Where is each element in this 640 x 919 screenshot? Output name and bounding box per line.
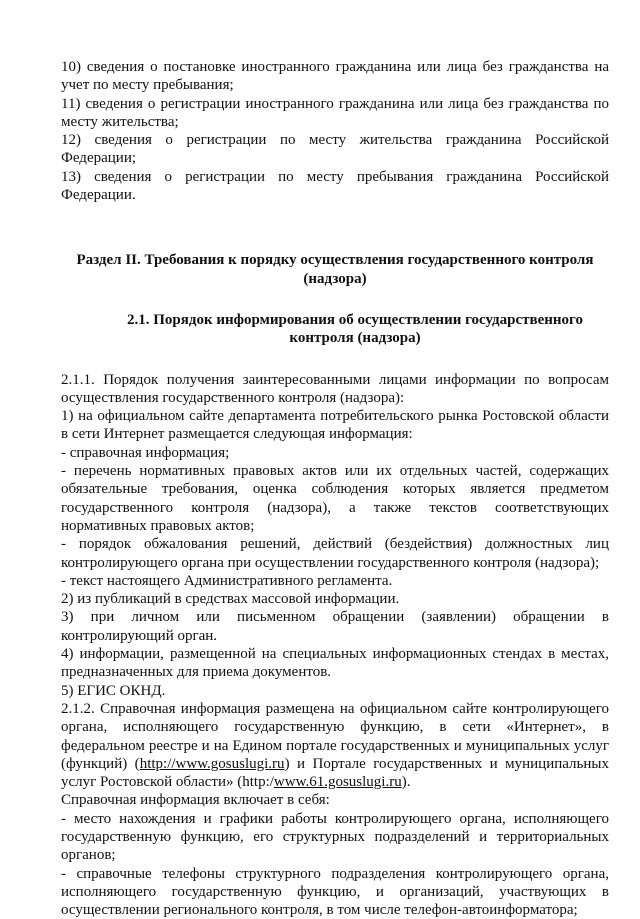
list-item: 11) сведения о регистрации иностранного гражданина или лица без гражданства по месту жительства;: [61, 95, 609, 130]
subsection-title: 2.1. Порядок информирования об осуществлении государственного контроля (надзора): [127, 311, 583, 347]
paragraph: 4) информации, размещенной на специальных информационных стендах в местах, предназначенных для приема документов.: [61, 646, 609, 681]
paragraph: 5) ЕГИС ОКНД.: [61, 682, 166, 699]
list-item: 12) сведения о регистрации по месту жительства гражданина Российской Федерации;: [61, 132, 609, 167]
paragraph: - справочная информация;: [61, 444, 230, 461]
paragraph-text: 2.1.2. Справочная информация размещена на официальном сайте контролирующего органа, исполняющего государственную функцию, в сети «Интернет», в федеральном реестре и на Едином портале государственных и муниципальных услуг (функций) (: [61, 700, 609, 772]
paragraph: 2) из публикаций в средствах массовой информации.: [61, 591, 400, 608]
section-title: Раздел II. Требования к порядку осуществления государственного контроля (надзора): [76, 252, 594, 287]
paragraph: 1) на официальном сайте департамента потребительского рынка Ростовской области в сети Интернет размещается следующая информация:: [61, 408, 609, 443]
paragraph: Справочная информация включает в себя:: [61, 792, 330, 809]
paragraph-text: ).: [401, 774, 411, 791]
spacer: [61, 204, 609, 251]
paragraph: - перечень нормативных правовых актов или их отдельных частей, содержащих обязательные требования, оценка соблюдения которых является предметом государственного контроля (надзора), а также текстов соответствующих нормативных правовых актов;: [61, 463, 609, 534]
paragraph-text: ) и Портале государственных и муниципальных услуг Ростовской области» (http:/: [61, 755, 609, 791]
list-item: 13) сведения о регистрации по месту пребывания гражданина Российской Федерации.: [61, 168, 609, 204]
gosuslugi-61-link[interactable]: www.61.gosuslugi.ru: [273, 774, 402, 791]
gosuslugi-link[interactable]: http://www.gosuslugi.ru: [139, 755, 285, 772]
spacer: [61, 348, 609, 371]
paragraph: 2.1.1. Порядок получения заинтересованными лицами информации по вопросам осуществления государственного контроля (надзора):: [61, 371, 609, 406]
document-page: [61, 58, 609, 919]
paragraph-2-1-2: [61, 700, 609, 791]
paragraph: - текст настоящего Административного регламента.: [61, 572, 393, 589]
paragraph: 3) при личном или письменном обращении (заявлении) обращении в контролирующий орган.: [61, 609, 609, 644]
paragraph: - место нахождения и графики работы контролирующего органа, исполняющего государственную функцию, его структурных подразделений и территориальных органов;: [61, 810, 609, 864]
paragraph: - справочные телефоны структурного подразделения контролирующего органа, исполняющего государственную функцию, и организаций, участвующих в осуществлении регионального контроля, в том числе телефон-автоинформатора;: [61, 865, 609, 919]
paragraph: - порядок обжалования решений, действий (бездействия) должностных лиц контролирующего органа при осуществлении государственного контроля (надзора);: [61, 536, 609, 571]
list-item: 10) сведения о постановке иностранного гражданина или лица без гражданства на учет по месту пребывания;: [61, 59, 609, 94]
